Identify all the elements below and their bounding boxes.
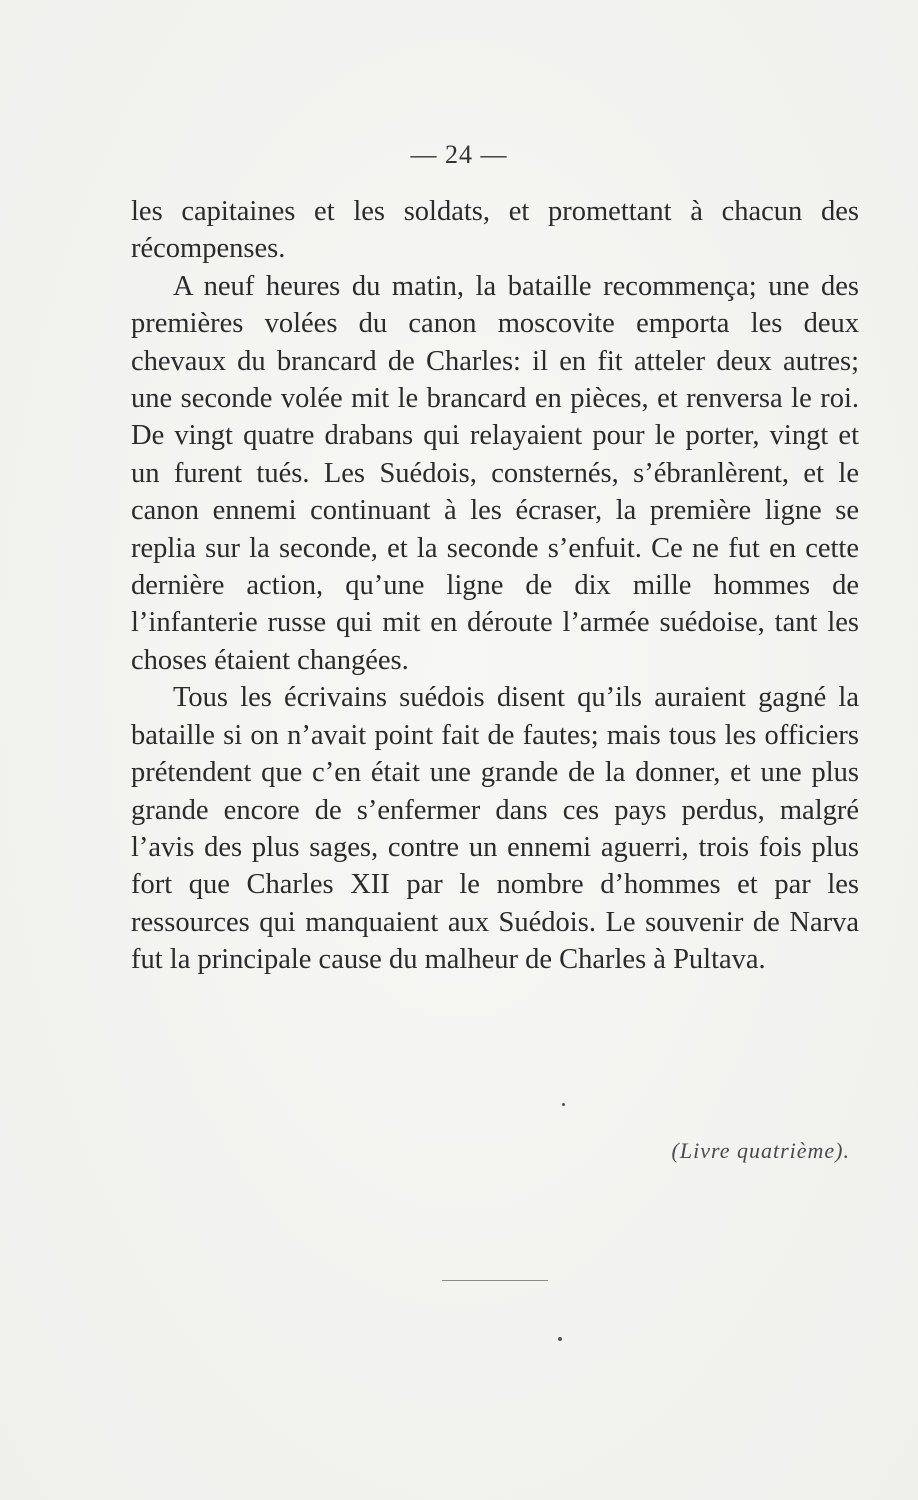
page-number: — 24 —: [410, 140, 508, 169]
paragraph-battle: A neuf heures du matin, la bataille recommença; une des premières volées du canon moscovite emporta les deux chevaux du brancard de Charles: il en fit atteler deux autres; une seconde volée mit le brancard en pièces, et renversa le roi. De vingt quatre drabans qui relayaient pour le porter, vingt et un furent tués. Les Suédois, consternés, s’ébranlèrent, et le canon ennemi continuant à les écraser, la première ligne se replia sur la seconde, et la seconde s’enfuit. Ce ne fut en cette dernière action, qu’une ligne de dix mille hommes de l’infanterie russe qui mit en déroute l’armée suédoise, tant les choses étaient changées.: [131, 270, 859, 676]
print-speck: [558, 1337, 562, 1341]
section-divider: [442, 1280, 548, 1281]
print-speck: [562, 1103, 565, 1106]
paragraph-continuation: les capitaines et les soldats, et promettant à chacun des récompenses.: [131, 196, 859, 265]
source-attribution: (Livre quatrième).: [671, 1138, 850, 1163]
paragraph-writers: Tous les écrivains suédois disent qu’ils auraient gagné la bataille si on n’avait point fait de fautes; mais tous les officiers prétendent que c’en était une grande de la donner, et une plus grande encore de s’enfermer dans ces pays perdus, malgré l’avis des plus sages, contre un ennemi aguerri, trois fois plus fort que Charles XII par le nombre d’hommes et par les ressources qui manquaient aux Suédois. Le souvenir de Narva fut la principale cause du malheur de Charles à Pultava.: [131, 682, 859, 976]
body-text: [131, 193, 859, 979]
